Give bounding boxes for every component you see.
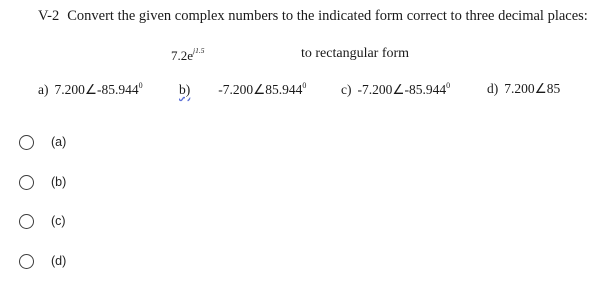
choice-d (487, 81, 560, 97)
option-label[interactable]: (b) (51, 175, 67, 189)
choice-value: 7.200∠85 (504, 81, 561, 96)
question-prompt (38, 8, 588, 25)
choice-value: -7.200∠-85.944 (357, 82, 447, 97)
option-label[interactable]: (c) (51, 214, 66, 228)
radio-button-unchecked-icon[interactable] (19, 135, 34, 150)
answer-option-c[interactable] (19, 209, 66, 233)
expression-coefficient: 7.2e (171, 48, 194, 63)
choice-value: 7.200∠-85.944 (54, 82, 139, 97)
question-number: V-2 (38, 8, 60, 24)
choice-b (179, 81, 306, 98)
target-form: to rectangular form (301, 46, 410, 61)
option-label[interactable]: (a) (51, 135, 67, 149)
question-text: Convert the given complex numbers to the indicated form correct to three decimal places: (67, 8, 588, 24)
radio-button-unchecked-icon[interactable] (19, 175, 34, 190)
answer-option-a[interactable] (19, 130, 66, 154)
option-label[interactable]: (d) (51, 254, 67, 268)
answer-option-d[interactable] (19, 249, 66, 273)
choice-value: -7.200∠85.944 (218, 82, 303, 97)
complex-expression (171, 46, 205, 64)
degree-symbol: 0 (138, 81, 143, 90)
choice-a (38, 81, 143, 98)
radio-button-unchecked-icon[interactable] (19, 254, 34, 269)
expression-exponent: j1.5 (193, 46, 205, 55)
choice-letter: d) (487, 81, 499, 96)
radio-button-unchecked-icon[interactable] (19, 214, 34, 229)
answer-option-b[interactable] (19, 170, 66, 194)
choice-c (341, 81, 450, 98)
choice-letter: a) (38, 82, 49, 97)
degree-symbol: 0 (302, 81, 307, 90)
choice-letter: b) (179, 82, 191, 97)
choice-letter: c) (341, 82, 352, 97)
degree-symbol: 0 (446, 81, 451, 90)
